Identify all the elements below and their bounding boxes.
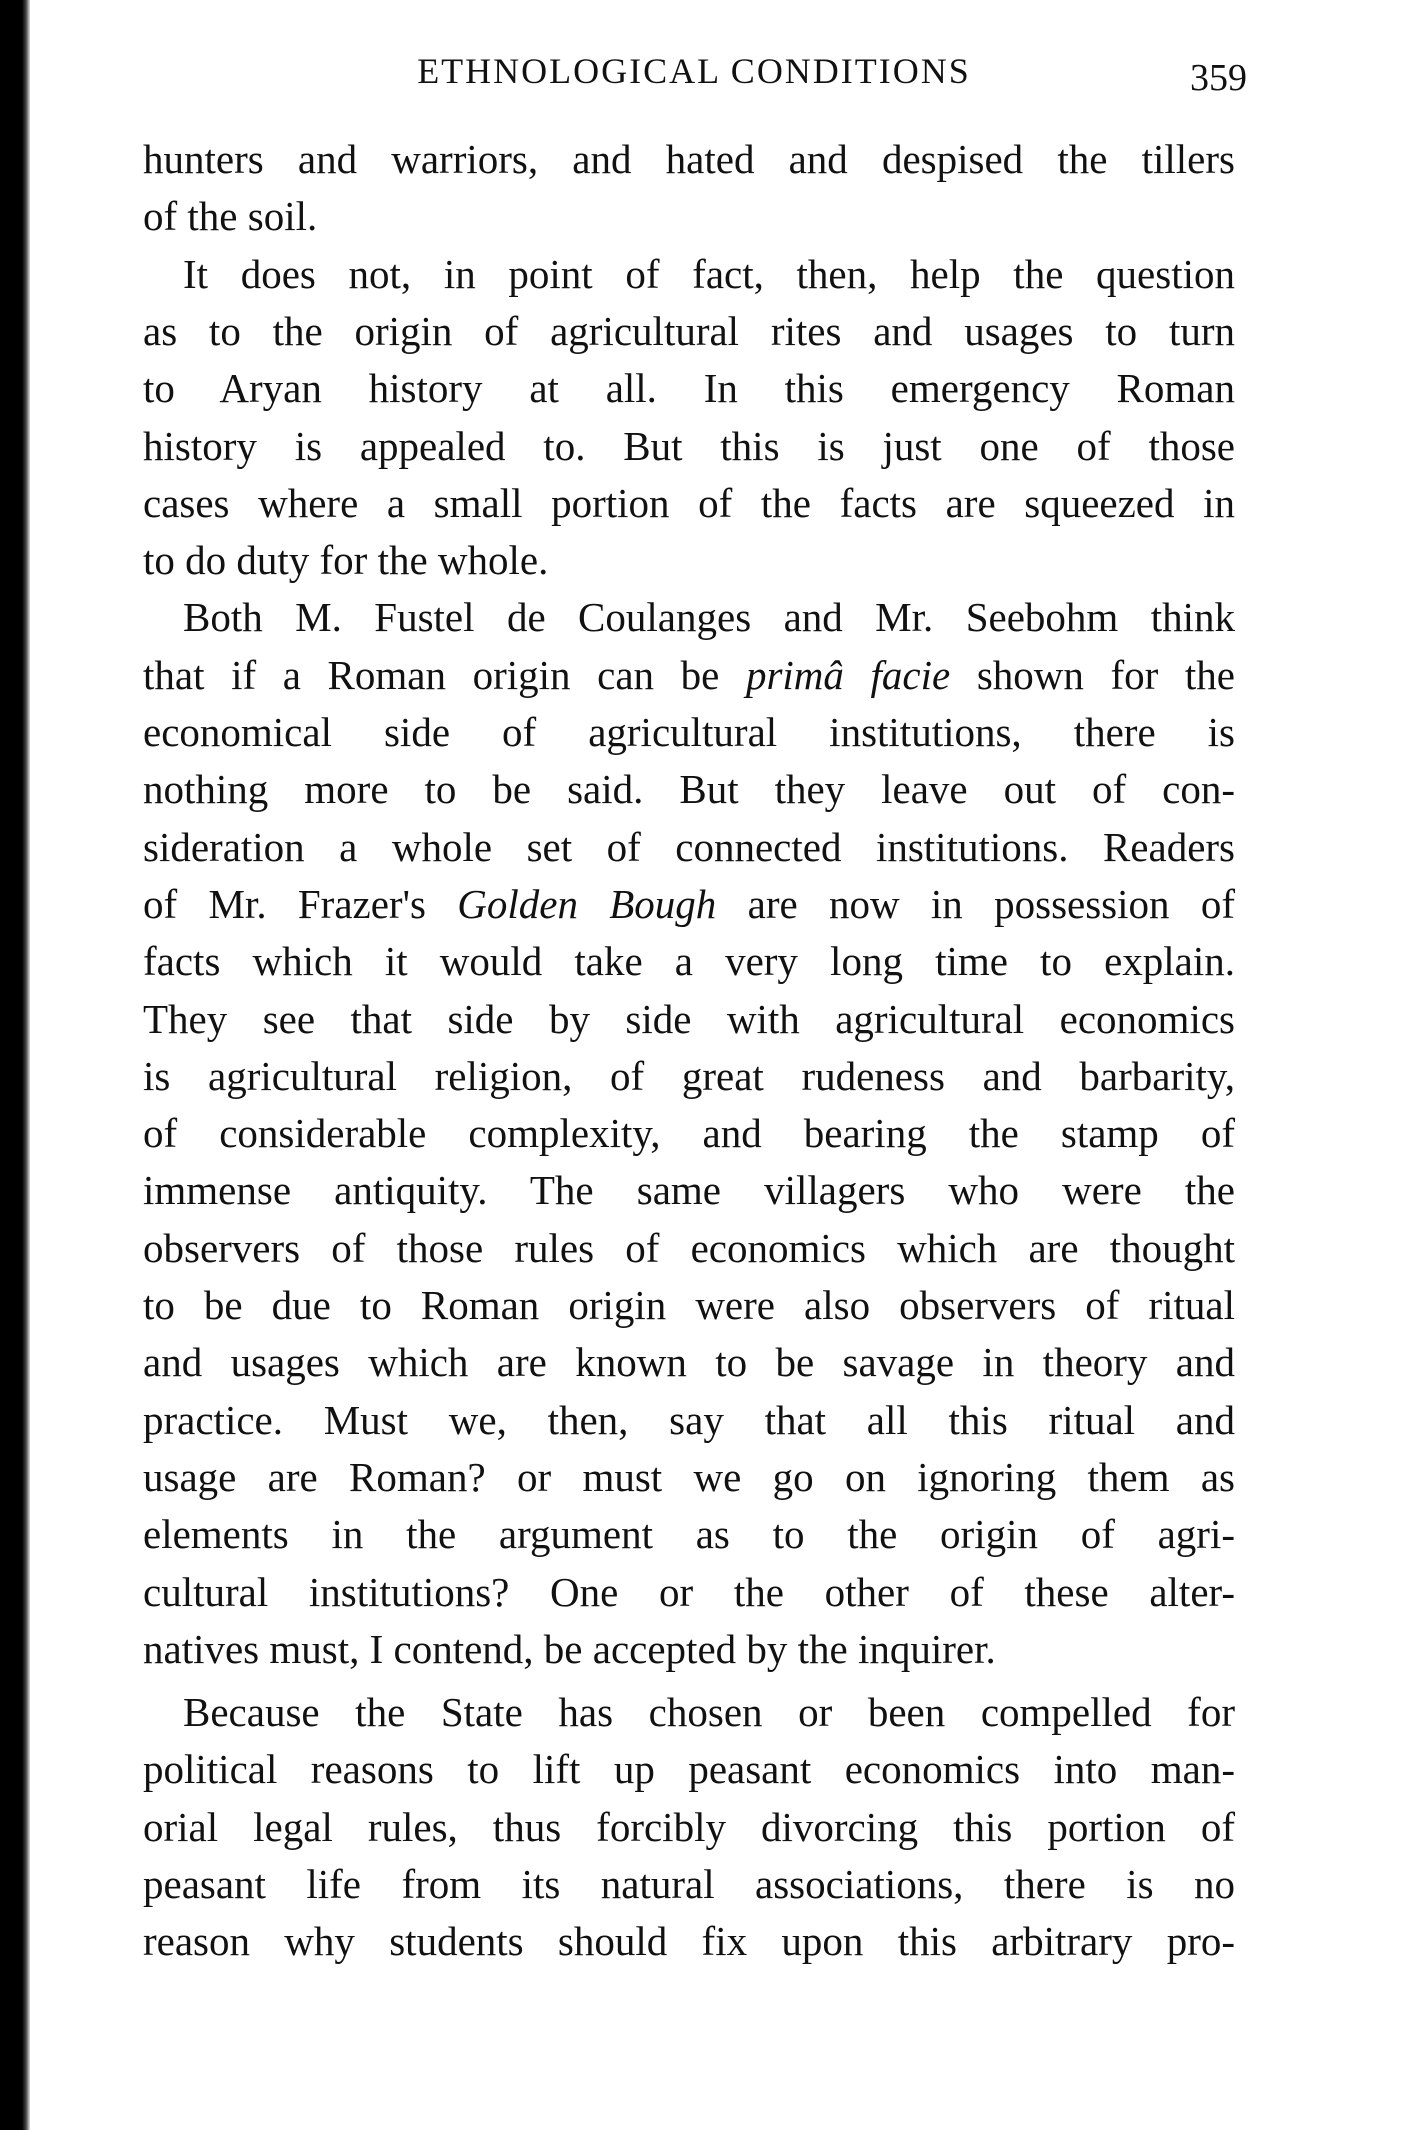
text-run: is agricultural religion, of great rudeness and barbarity, bbox=[143, 1052, 1235, 1099]
text-run: that if a Roman origin can be bbox=[143, 651, 746, 698]
text-line bbox=[183, 250, 1235, 298]
text-line bbox=[143, 1510, 1235, 1558]
scanned-page-edge bbox=[0, 0, 30, 2130]
page-number: 359 bbox=[1190, 57, 1247, 99]
text-line bbox=[143, 1745, 1235, 1793]
text-line bbox=[143, 995, 1235, 1043]
text-line bbox=[143, 307, 1235, 355]
text-run: of considerable complexity, and bearing the stamp of bbox=[143, 1110, 1235, 1157]
text-run: It does not, in point of fact, then, help the question bbox=[183, 250, 1235, 297]
text-run: natives must, I contend, be accepted by the inquirer. bbox=[143, 1625, 996, 1672]
text-line bbox=[143, 1281, 1235, 1329]
text-run: They see that side by side with agricultural economics bbox=[143, 995, 1235, 1042]
text-line bbox=[143, 651, 1235, 699]
text-run: economical side of agricultural institutions, there is bbox=[143, 709, 1235, 755]
text-line bbox=[143, 1109, 1235, 1157]
text-run: to do duty for the whole. bbox=[143, 537, 549, 584]
text-run: history is appealed to. But this is just one of those bbox=[143, 422, 1235, 469]
text-line bbox=[183, 1688, 1235, 1736]
text-line bbox=[143, 1052, 1235, 1100]
text-run: observers of those rules of economics which are thought bbox=[143, 1224, 1235, 1271]
text-line bbox=[143, 135, 1235, 183]
text-run: hunters and warriors, and hated and despised the tillers bbox=[143, 136, 1235, 182]
text-run: Both M. Fustel de Coulanges and Mr. Seebohm think bbox=[183, 594, 1235, 641]
text-run: Because the State has chosen or been compelled for bbox=[183, 1689, 1235, 1736]
text-line bbox=[143, 422, 1235, 470]
text-run: of the soil. bbox=[143, 193, 318, 240]
text-line bbox=[183, 593, 1235, 641]
text-run: sideration a whole set of connected institutions. Readers bbox=[143, 823, 1235, 870]
italic-title: primâ facie bbox=[745, 651, 951, 698]
text-run: political reasons to lift up peasant economics into man- bbox=[143, 1746, 1235, 1793]
text-run: orial legal rules, thus forcibly divorcing this portion of bbox=[143, 1803, 1235, 1850]
text-line bbox=[143, 1568, 1235, 1616]
text-line bbox=[143, 1625, 1235, 1673]
text-run: cases where a small portion of the facts are squeezed in bbox=[143, 479, 1235, 526]
text-run: cultural institutions? One or the other of these alter- bbox=[143, 1568, 1235, 1615]
text-line bbox=[143, 1917, 1235, 1965]
text-line bbox=[143, 1860, 1235, 1908]
text-run: usage are Roman? or must we go on ignoring them as bbox=[143, 1453, 1235, 1500]
running-header: ETHNOLOGICAL CONDITIONS bbox=[417, 51, 971, 91]
text-run: and usages which are known to be savage in theory and bbox=[143, 1339, 1235, 1386]
text-run: elements in the argument as to the origin of agri- bbox=[143, 1511, 1235, 1558]
text-line bbox=[143, 1338, 1235, 1386]
text-line bbox=[143, 765, 1235, 813]
text-line bbox=[143, 1166, 1235, 1214]
italic-title: Golden Bough bbox=[457, 880, 717, 927]
text-line bbox=[143, 364, 1235, 412]
text-line bbox=[143, 1453, 1235, 1501]
text-line bbox=[143, 880, 1235, 928]
text-line bbox=[143, 937, 1235, 985]
text-line bbox=[143, 1396, 1235, 1444]
text-run: peasant life from its natural associations, there is no bbox=[143, 1861, 1235, 1907]
text-line bbox=[143, 708, 1235, 756]
text-run: nothing more to be said. But they leave out of con- bbox=[143, 766, 1235, 813]
text-run: practice. Must we, then, say that all this ritual and bbox=[143, 1396, 1235, 1443]
text-line bbox=[143, 479, 1235, 527]
text-run: to Aryan history at all. In this emergency Roman bbox=[143, 365, 1235, 412]
text-run: reason why students should fix upon this arbitrary pro- bbox=[143, 1918, 1235, 1965]
text-run: of Mr. Frazer's bbox=[143, 880, 458, 927]
text-line bbox=[143, 1224, 1235, 1272]
text-run: facts which it would take a very long time to explain. bbox=[143, 938, 1235, 985]
text-run: to be due to Roman origin were also observers of ritual bbox=[143, 1282, 1235, 1328]
text-run: as to the origin of agricultural rites and usages to turn bbox=[143, 307, 1235, 354]
text-run: are now in possession of bbox=[716, 880, 1235, 927]
text-line bbox=[143, 536, 1235, 584]
text-line bbox=[143, 823, 1235, 871]
text-run: shown for the bbox=[950, 651, 1235, 698]
text-line bbox=[143, 192, 1235, 240]
text-line bbox=[143, 1803, 1235, 1851]
text-run: immense antiquity. The same villagers who were the bbox=[143, 1167, 1235, 1214]
